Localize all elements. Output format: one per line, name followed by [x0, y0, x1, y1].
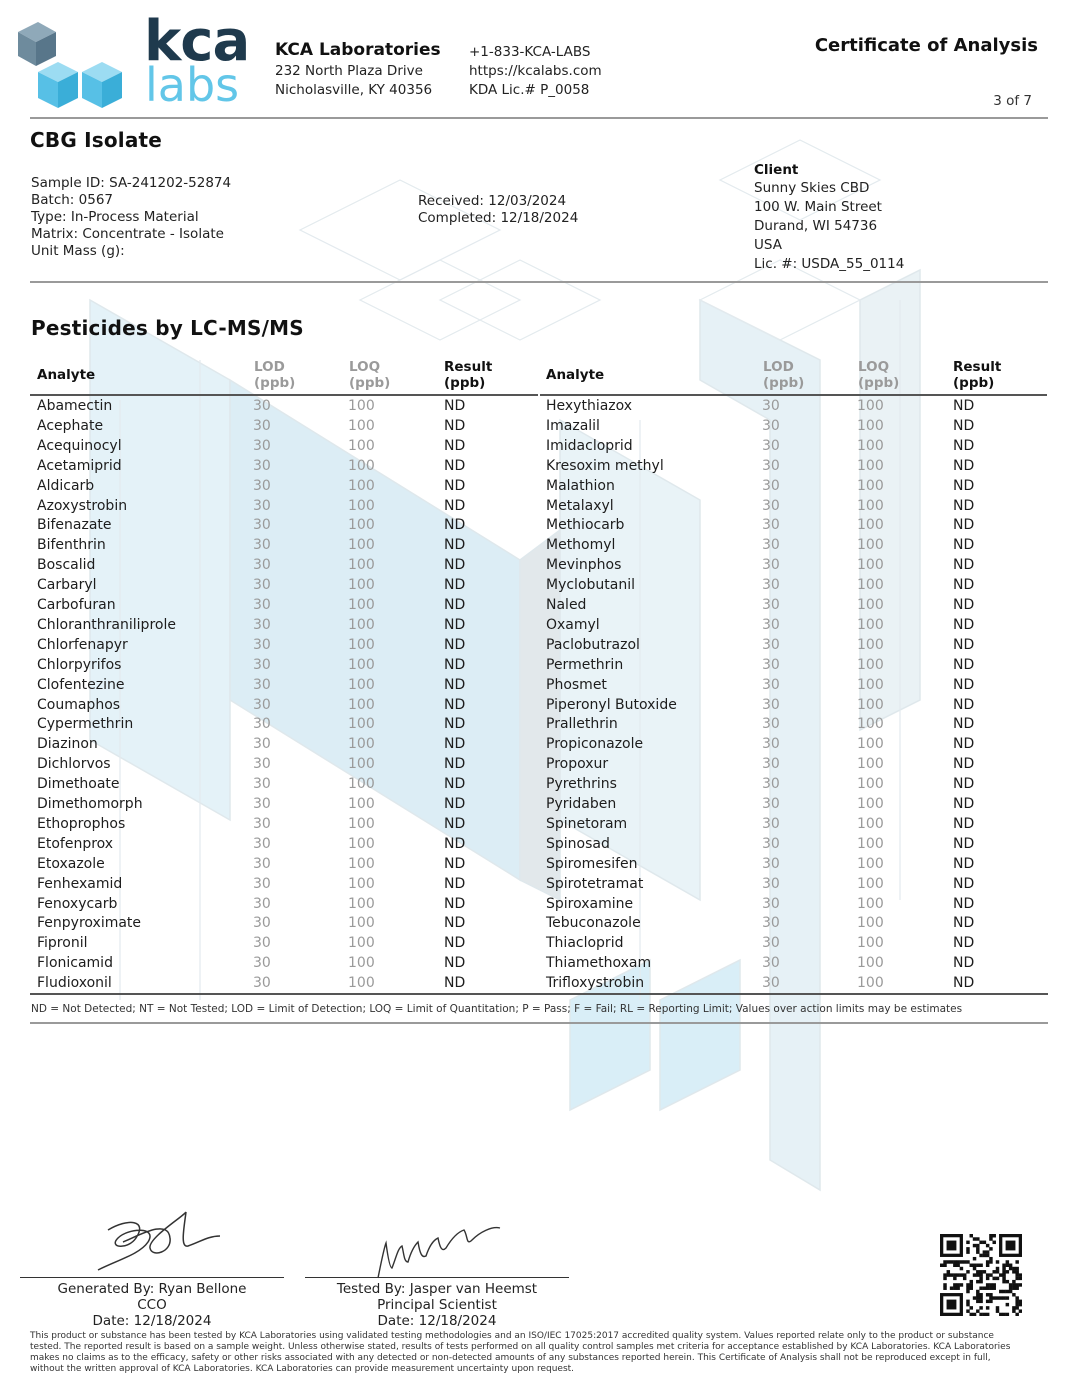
result-value: ND — [953, 815, 975, 832]
result-value: ND — [953, 915, 975, 932]
analyte-name: Prallethrin — [546, 716, 618, 733]
loq-value: 100 — [857, 457, 884, 474]
analyte-name: Spiroxamine — [546, 895, 634, 912]
sample-divider — [30, 281, 1048, 283]
client-heading: Client — [754, 162, 799, 178]
lod-value: 30 — [253, 875, 271, 892]
analyte-name: Bifenthrin — [37, 537, 106, 554]
sample-id: Sample ID: SA-241202-52874 — [31, 175, 232, 191]
right-header-lod: LOD — [763, 359, 794, 375]
document-title: Certificate of Analysis — [814, 35, 1038, 56]
lod-value: 30 — [762, 895, 780, 912]
analyte-name: Dimethomorph — [37, 796, 143, 812]
lod-value: 30 — [762, 557, 780, 574]
lod-value: 30 — [762, 437, 780, 454]
loq-value: 100 — [348, 815, 375, 832]
lab-address-line2: Nicholasville, KY 40356 — [275, 82, 433, 98]
lab-license: KDA Lic.# P_0058 — [469, 82, 590, 98]
result-value: ND — [444, 796, 466, 812]
lod-value: 30 — [253, 477, 271, 494]
loq-value: 100 — [348, 915, 375, 932]
left-header-lod: LOD — [254, 359, 285, 375]
analyte-name: Kresoxim methyl — [546, 457, 664, 474]
generated-by: Generated By: Ryan Bellone — [57, 1281, 247, 1297]
analyte-name: Fludioxonil — [37, 975, 112, 992]
analyte-name: Carbaryl — [37, 577, 97, 594]
loq-value: 100 — [348, 517, 375, 534]
analyte-name: Spiromesifen — [546, 855, 638, 872]
result-value: ND — [444, 417, 466, 434]
analyte-name: Spinetoram — [546, 815, 628, 832]
loq-value: 100 — [857, 875, 884, 892]
analyte-name: Azoxystrobin — [37, 497, 128, 514]
loq-value: 100 — [857, 537, 884, 554]
loq-value: 100 — [348, 776, 375, 793]
loq-value: 100 — [348, 477, 375, 494]
lod-value: 30 — [253, 497, 271, 514]
analyte-name: Imidacloprid — [546, 437, 633, 454]
lod-value: 30 — [253, 935, 271, 952]
analyte-name: Thiacloprid — [546, 935, 624, 952]
loq-value: 100 — [348, 756, 375, 773]
tested-by-date: Date: 12/18/2024 — [377, 1313, 497, 1329]
result-value: ND — [953, 835, 975, 852]
right-header-lod-unit: (ppb) — [763, 375, 805, 391]
analyte-name: Diazinon — [37, 736, 98, 753]
signature-line-left — [20, 1277, 284, 1278]
result-value: ND — [444, 597, 466, 613]
client-country: USA — [754, 237, 782, 253]
loq-value: 100 — [348, 417, 375, 434]
analyte-name: Hexythiazox — [546, 398, 633, 414]
loq-value: 100 — [348, 437, 375, 454]
lod-value: 30 — [253, 398, 271, 414]
analyte-name: Fipronil — [37, 935, 88, 952]
analyte-name: Oxamyl — [546, 616, 600, 633]
right-header-loq: LOQ — [858, 359, 890, 375]
result-value: ND — [444, 756, 466, 773]
disclaimer: This product or substance has been tested by KCA Laboratories using validated testing methodologies and an ISO/IEC 17025:2017 accredited quality system. Values reported relate only to the product or substance tested. The reported result is based on a sample weight. Unless otherwise stated, results of tests performed on all quality control samples met criteria for acceptance established by KCA Laboratories. KCA Laboratories makes no claims as to the efficacy, safety or other risks associated with any detected or non-detected amounts of any substances reported herein. This Certificate of Analysis shall not be reproduced except in full, without the written approval of KCA Laboratories. KCA Laboratories can provide measurement uncertainty upon request. — [30, 1331, 1011, 1374]
analyte-name: Acetamiprid — [37, 457, 122, 474]
lod-value: 30 — [253, 756, 271, 773]
analyte-name: Acequinocyl — [37, 437, 122, 454]
analyte-name: Fenpyroximate — [37, 915, 142, 932]
result-value: ND — [444, 935, 466, 952]
analyte-name: Chlorpyrifos — [37, 656, 122, 673]
table-bottom-rule — [30, 993, 1048, 995]
left-header-result-unit: (ppb) — [444, 375, 486, 391]
analyte-name: Chlorfenapyr — [37, 636, 128, 653]
analyte-name: Methomyl — [546, 537, 616, 554]
result-value: ND — [444, 696, 466, 713]
product-name: CBG Isolate — [30, 128, 163, 152]
lod-value: 30 — [762, 597, 780, 613]
loq-value: 100 — [857, 557, 884, 574]
result-value: ND — [444, 716, 466, 733]
lod-value: 30 — [762, 875, 780, 892]
loq-value: 100 — [857, 815, 884, 832]
result-value: ND — [953, 676, 975, 693]
left-header-result: Result — [444, 359, 493, 375]
lod-value: 30 — [762, 915, 780, 932]
result-value: ND — [953, 616, 975, 633]
analyte-name: Piperonyl Butoxide — [546, 696, 677, 713]
right-header-result-unit: (ppb) — [953, 375, 995, 391]
lod-value: 30 — [762, 656, 780, 673]
analyte-name: Boscalid — [37, 557, 96, 574]
analyte-name: Methiocarb — [546, 517, 625, 534]
result-value: ND — [444, 497, 466, 514]
loq-value: 100 — [348, 835, 375, 852]
analyte-name: Pyridaben — [546, 796, 617, 812]
analyte-name: Trifloxystrobin — [546, 975, 645, 992]
lod-value: 30 — [762, 776, 780, 793]
lod-value: 30 — [762, 855, 780, 872]
lod-value: 30 — [253, 457, 271, 474]
loq-value: 100 — [857, 398, 884, 414]
result-value: ND — [444, 776, 466, 793]
result-value: ND — [444, 835, 466, 852]
left-header-loq: LOQ — [349, 359, 381, 375]
loq-value: 100 — [348, 855, 375, 872]
logo-text-bottom: labs — [145, 58, 240, 112]
loq-value: 100 — [857, 656, 884, 673]
lod-value: 30 — [762, 676, 780, 693]
result-value: ND — [953, 517, 975, 534]
result-value: ND — [444, 656, 466, 673]
analyte-name: Permethrin — [546, 656, 624, 673]
analyte-name: Ethoprophos — [37, 815, 126, 832]
unit-mass: Unit Mass (g): — [31, 243, 125, 259]
lod-value: 30 — [762, 497, 780, 514]
lod-value: 30 — [253, 915, 271, 932]
result-value: ND — [953, 417, 975, 434]
analyte-name: Tebuconazole — [546, 915, 641, 932]
analyte-name: Thiamethoxam — [546, 955, 652, 972]
page-info: 3 of 7 — [993, 93, 1032, 109]
received-date: Received: 12/03/2024 — [418, 193, 567, 209]
loq-value: 100 — [348, 537, 375, 554]
signature-line-right — [305, 1277, 569, 1278]
sample-type: Type: In-Process Material — [31, 209, 199, 225]
loq-value: 100 — [348, 796, 375, 812]
loq-value: 100 — [348, 636, 375, 653]
result-value: ND — [444, 557, 466, 574]
loq-value: 100 — [857, 417, 884, 434]
analyte-name: Pyrethrins — [546, 776, 617, 793]
right-header-loq-unit: (ppb) — [858, 375, 900, 391]
loq-value: 100 — [348, 696, 375, 713]
lod-value: 30 — [253, 557, 271, 574]
result-value: ND — [444, 517, 466, 534]
result-value: ND — [953, 756, 975, 773]
analyte-name: Spirotetramat — [546, 875, 644, 892]
lod-value: 30 — [762, 398, 780, 414]
analyte-name: Fenhexamid — [37, 875, 123, 892]
result-value: ND — [953, 955, 975, 972]
result-value: ND — [444, 955, 466, 972]
lod-value: 30 — [253, 955, 271, 972]
loq-value: 100 — [857, 696, 884, 713]
lod-value: 30 — [762, 835, 780, 852]
result-value: ND — [953, 636, 975, 653]
lod-value: 30 — [762, 736, 780, 753]
result-value: ND — [953, 895, 975, 912]
lod-value: 30 — [253, 975, 271, 992]
loq-value: 100 — [348, 935, 375, 952]
analyte-name: Mevinphos — [546, 557, 622, 574]
loq-value: 100 — [857, 517, 884, 534]
loq-value: 100 — [857, 955, 884, 972]
right-header-result: Result — [953, 359, 1002, 375]
result-value: ND — [953, 477, 975, 494]
result-value: ND — [444, 975, 466, 992]
result-value: ND — [444, 457, 466, 474]
lod-value: 30 — [762, 955, 780, 972]
analyte-name: Myclobutanil — [546, 577, 635, 594]
lod-value: 30 — [253, 776, 271, 793]
loq-value: 100 — [857, 915, 884, 932]
lod-value: 30 — [253, 537, 271, 554]
result-value: ND — [444, 895, 466, 912]
loq-value: 100 — [857, 497, 884, 514]
lod-value: 30 — [762, 716, 780, 733]
analyte-name: Aldicarb — [37, 477, 95, 494]
lod-value: 30 — [253, 577, 271, 594]
result-value: ND — [953, 457, 975, 474]
result-value: ND — [953, 577, 975, 594]
result-value: ND — [444, 537, 466, 554]
result-value: ND — [444, 437, 466, 454]
loq-value: 100 — [857, 975, 884, 992]
result-value: ND — [953, 597, 975, 613]
header-divider — [30, 117, 1048, 119]
logo-text-top: kca — [144, 9, 250, 74]
logo — [14, 9, 250, 112]
lod-value: 30 — [253, 736, 271, 753]
lod-value: 30 — [253, 417, 271, 434]
qr-code[interactable] — [940, 1234, 1022, 1316]
analyte-name: Flonicamid — [37, 955, 113, 972]
lod-value: 30 — [253, 636, 271, 653]
lod-value: 30 — [762, 477, 780, 494]
loq-value: 100 — [857, 835, 884, 852]
analyte-name: Spinosad — [546, 835, 610, 852]
analyte-name: Phosmet — [546, 676, 607, 693]
result-value: ND — [953, 935, 975, 952]
loq-value: 100 — [857, 716, 884, 733]
tested-by-title: Principal Scientist — [377, 1297, 497, 1313]
loq-value: 100 — [348, 557, 375, 574]
loq-value: 100 — [857, 616, 884, 633]
result-value: ND — [444, 477, 466, 494]
client-city: Durand, WI 54736 — [754, 218, 878, 234]
lab-website: https://kcalabs.com — [469, 63, 602, 79]
loq-value: 100 — [857, 577, 884, 594]
analyte-name: Acephate — [37, 417, 104, 434]
loq-value: 100 — [348, 716, 375, 733]
result-value: ND — [953, 557, 975, 574]
result-value: ND — [444, 577, 466, 594]
loq-value: 100 — [348, 457, 375, 474]
analyte-name: Carbofuran — [37, 597, 116, 613]
lod-value: 30 — [253, 656, 271, 673]
result-value: ND — [444, 915, 466, 932]
result-value: ND — [444, 736, 466, 753]
lod-value: 30 — [762, 616, 780, 633]
loq-value: 100 — [348, 875, 375, 892]
lod-value: 30 — [762, 577, 780, 594]
result-value: ND — [444, 855, 466, 872]
lod-value: 30 — [253, 616, 271, 633]
loq-value: 100 — [348, 398, 375, 414]
lod-value: 30 — [762, 457, 780, 474]
lod-value: 30 — [253, 895, 271, 912]
footnote-divider — [30, 1022, 1048, 1024]
loq-value: 100 — [348, 497, 375, 514]
lod-value: 30 — [253, 597, 271, 613]
loq-value: 100 — [348, 656, 375, 673]
loq-value: 100 — [348, 955, 375, 972]
lod-value: 30 — [253, 437, 271, 454]
lod-value: 30 — [253, 676, 271, 693]
loq-value: 100 — [857, 437, 884, 454]
lab-name: KCA Laboratories — [275, 40, 441, 60]
lod-value: 30 — [762, 517, 780, 534]
lod-value: 30 — [762, 935, 780, 952]
result-value: ND — [953, 656, 975, 673]
result-value: ND — [444, 398, 466, 414]
analyte-name: Imazalil — [546, 417, 600, 434]
lod-value: 30 — [762, 796, 780, 812]
analyte-name: Bifenazate — [37, 517, 112, 534]
table-footnote: ND = Not Detected; NT = Not Tested; LOD = Limit of Detection; LOQ = Limit of Quantitation; P = Pass; F = Fail; RL = Reporting Limit; Values over action limits may be estimates — [31, 1003, 963, 1015]
lab-address-line1: 232 North Plaza Drive — [275, 63, 423, 79]
analyte-name: Cypermethrin — [37, 716, 134, 733]
loq-value: 100 — [857, 636, 884, 653]
matrix: Matrix: Concentrate - Isolate — [31, 226, 224, 242]
lod-value: 30 — [762, 417, 780, 434]
result-value: ND — [953, 696, 975, 713]
result-value: ND — [953, 736, 975, 753]
loq-value: 100 — [857, 796, 884, 812]
loq-value: 100 — [857, 855, 884, 872]
analyte-name: Dichlorvos — [37, 756, 111, 773]
loq-value: 100 — [348, 577, 375, 594]
result-value: ND — [953, 875, 975, 892]
result-value: ND — [953, 975, 975, 992]
loq-value: 100 — [348, 616, 375, 633]
analyte-name: Etofenprox — [37, 835, 114, 852]
batch: Batch: 0567 — [31, 192, 114, 208]
loq-value: 100 — [857, 935, 884, 952]
lod-value: 30 — [762, 975, 780, 992]
client-license: Lic. #: USDA_55_0114 — [754, 256, 905, 272]
lod-value: 30 — [253, 796, 271, 812]
analyte-name: Chloranthraniliprole — [37, 616, 176, 633]
analyte-name: Propiconazole — [546, 736, 644, 753]
generated-by-date: Date: 12/18/2024 — [92, 1313, 212, 1329]
right-header-analyte: Analyte — [546, 367, 605, 383]
loq-value: 100 — [857, 756, 884, 773]
lab-phone: +1-833-KCA-LABS — [469, 44, 591, 60]
loq-value: 100 — [348, 736, 375, 753]
result-value: ND — [953, 855, 975, 872]
analyte-name: Abamectin — [37, 398, 113, 414]
analyte-name: Fenoxycarb — [37, 895, 118, 912]
loq-value: 100 — [857, 597, 884, 613]
loq-value: 100 — [348, 975, 375, 992]
loq-value: 100 — [857, 776, 884, 793]
client-street: 100 W. Main Street — [754, 199, 882, 215]
analyte-name: Malathion — [546, 477, 615, 494]
lod-value: 30 — [762, 815, 780, 832]
result-value: ND — [444, 636, 466, 653]
analyte-name: Clofentezine — [37, 676, 125, 693]
lod-value: 30 — [762, 636, 780, 653]
result-value: ND — [444, 875, 466, 892]
result-value: ND — [953, 796, 975, 812]
analyte-name: Coumaphos — [37, 696, 121, 713]
left-header-loq-unit: (ppb) — [349, 375, 391, 391]
analyte-name: Etoxazole — [37, 855, 105, 872]
analyte-name: Naled — [546, 597, 587, 613]
loq-value: 100 — [348, 676, 375, 693]
result-value: ND — [444, 616, 466, 633]
left-header-lod-unit: (ppb) — [254, 375, 296, 391]
result-value: ND — [953, 537, 975, 554]
signature-ryan-bellone — [88, 1208, 228, 1278]
lod-value: 30 — [762, 756, 780, 773]
analyte-name: Dimethoate — [37, 776, 120, 793]
result-value: ND — [444, 676, 466, 693]
result-value: ND — [953, 776, 975, 793]
tested-by: Tested By: Jasper van Heemst — [336, 1281, 538, 1297]
lod-value: 30 — [253, 855, 271, 872]
completed-date: Completed: 12/18/2024 — [418, 210, 579, 226]
loq-value: 100 — [857, 676, 884, 693]
lod-value: 30 — [762, 537, 780, 554]
analyte-name: Paclobutrazol — [546, 636, 640, 653]
result-value: ND — [444, 815, 466, 832]
result-value: ND — [953, 497, 975, 514]
result-value: ND — [953, 716, 975, 733]
cube-logo-icon — [14, 18, 134, 110]
lod-value: 30 — [253, 696, 271, 713]
generated-by-title: CCO — [137, 1297, 167, 1313]
analyte-name: Propoxur — [546, 756, 609, 773]
left-header-analyte: Analyte — [37, 367, 96, 383]
loq-value: 100 — [857, 477, 884, 494]
loq-value: 100 — [348, 597, 375, 613]
loq-value: 100 — [857, 895, 884, 912]
result-value: ND — [953, 437, 975, 454]
loq-value: 100 — [348, 895, 375, 912]
lod-value: 30 — [762, 696, 780, 713]
lod-value: 30 — [253, 517, 271, 534]
client-name: Sunny Skies CBD — [754, 180, 870, 196]
pesticides-title: Pesticides by LC-MS/MS — [31, 316, 304, 340]
lod-value: 30 — [253, 716, 271, 733]
lod-value: 30 — [253, 835, 271, 852]
result-value: ND — [953, 398, 975, 414]
lod-value: 30 — [253, 815, 271, 832]
loq-value: 100 — [857, 736, 884, 753]
analyte-name: Metalaxyl — [546, 497, 614, 514]
